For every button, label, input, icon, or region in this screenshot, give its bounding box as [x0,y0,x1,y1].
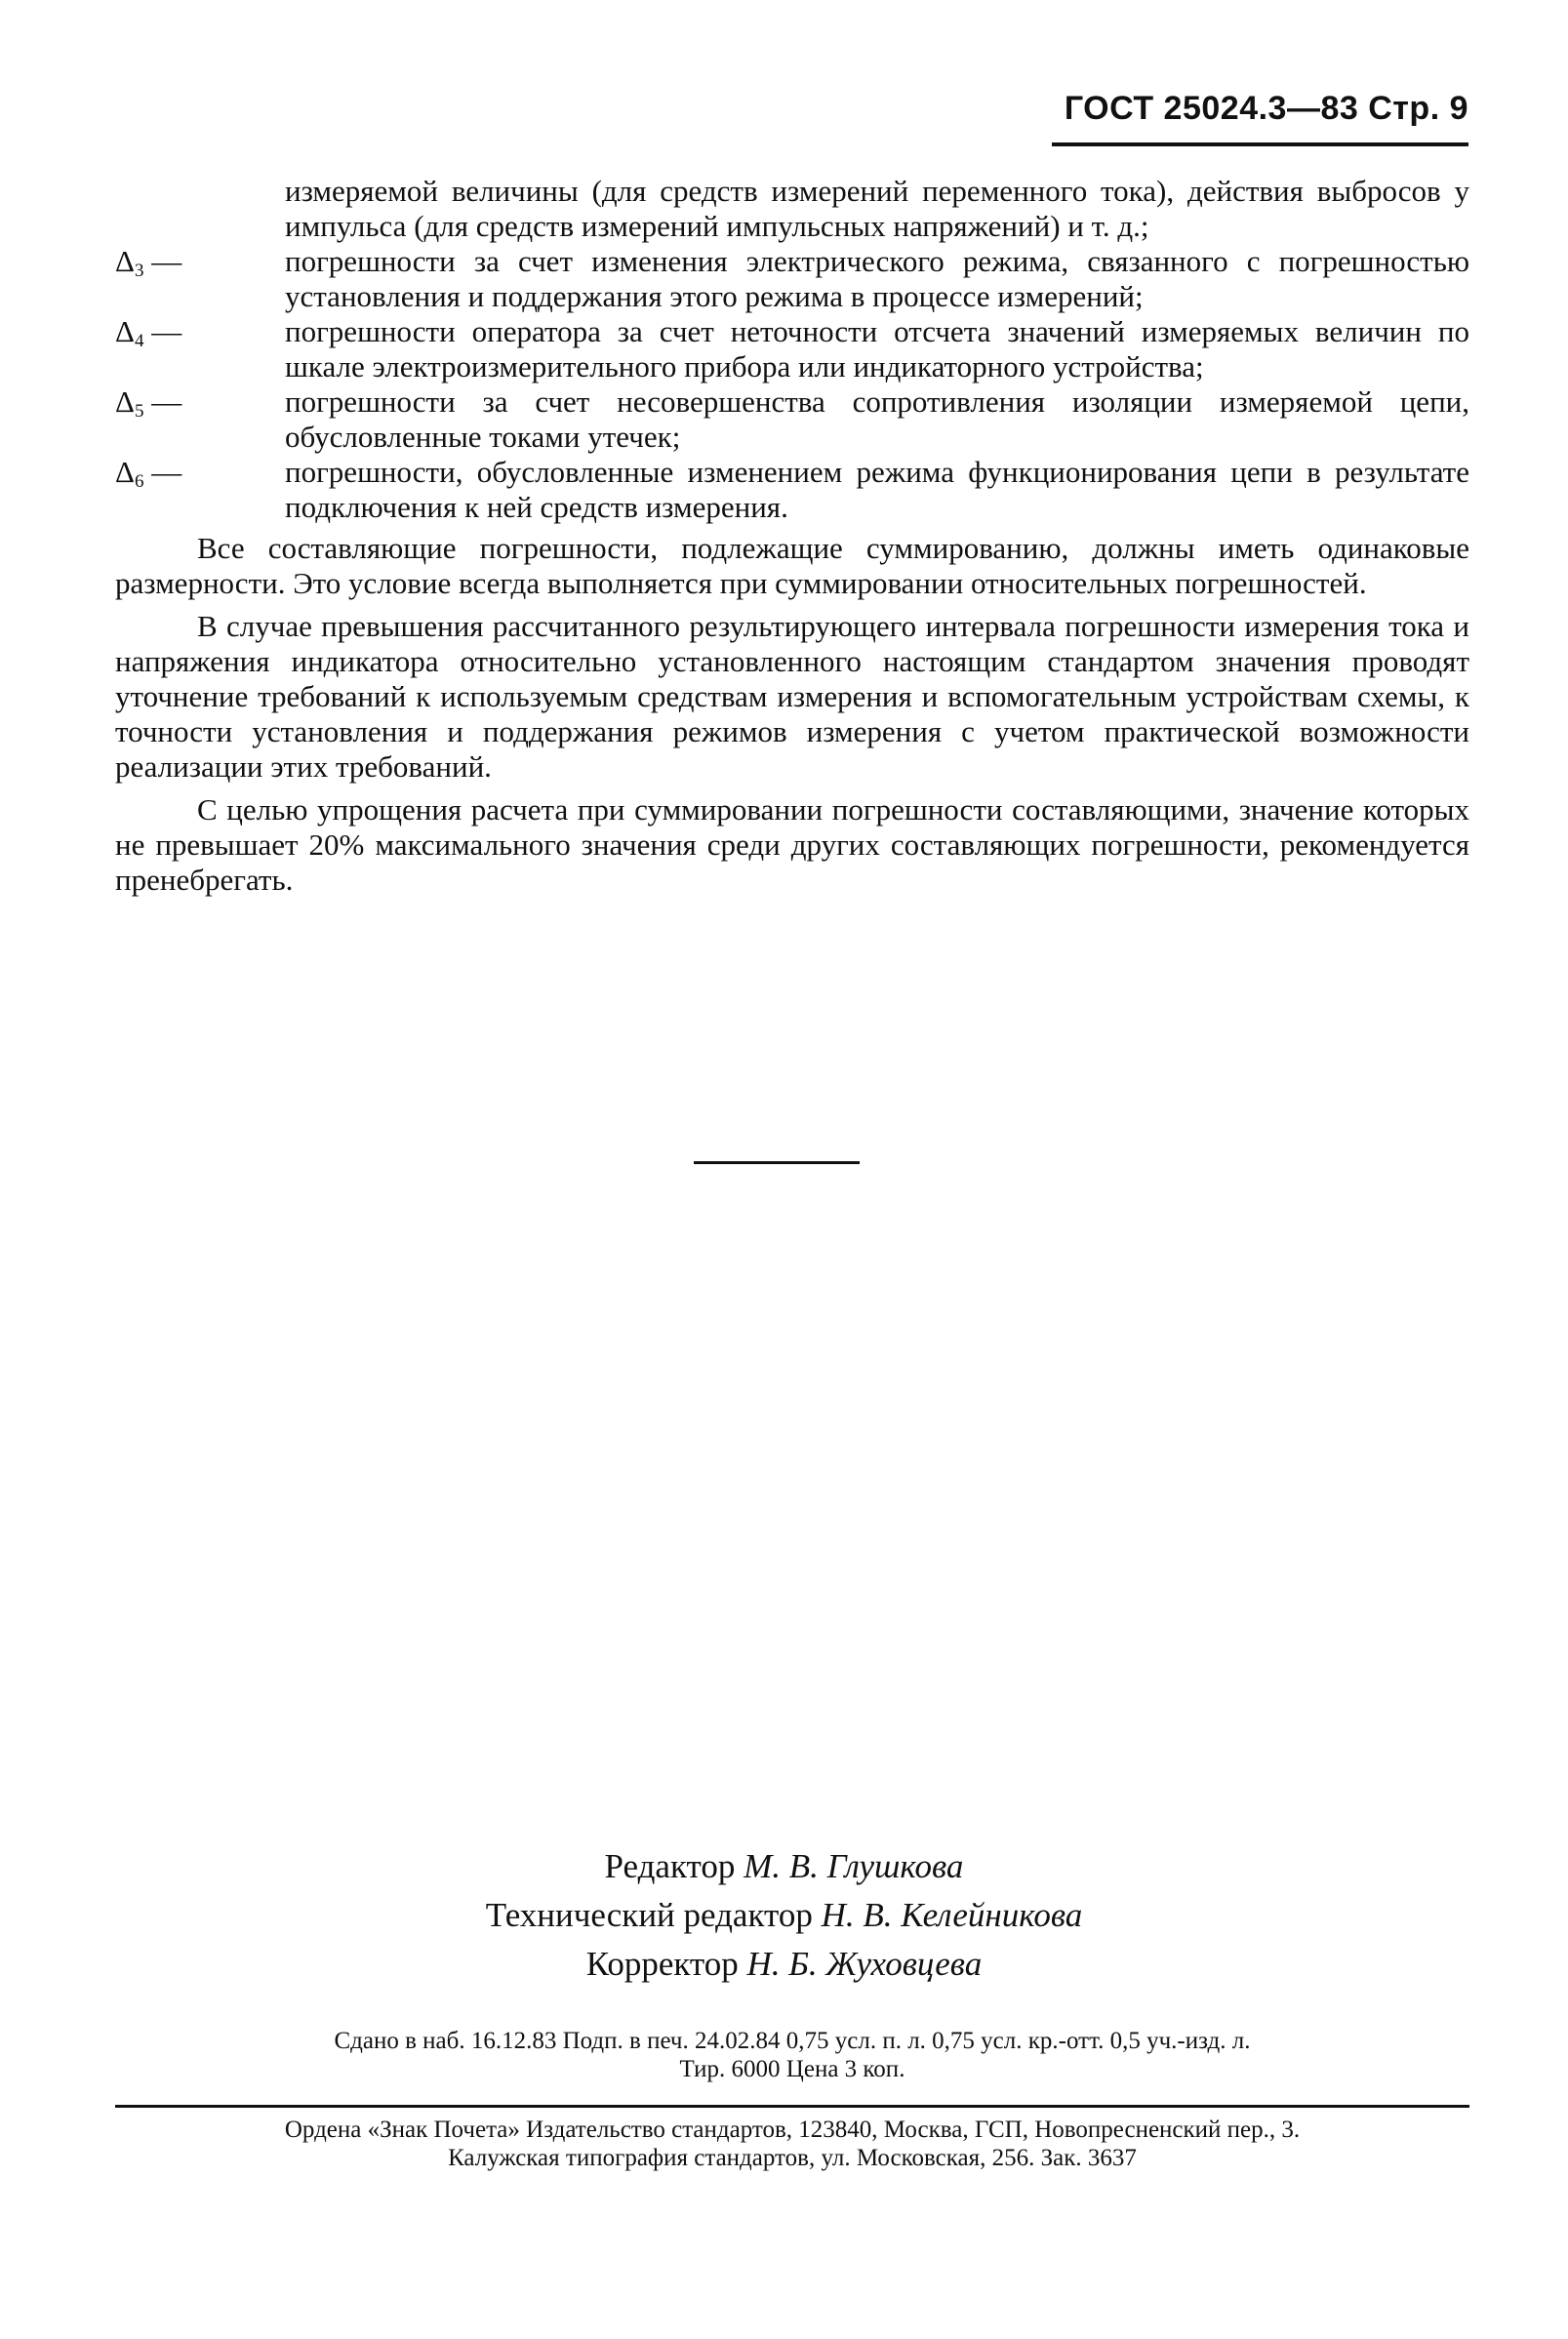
print-imprint [115,2027,1469,2083]
printer-line: Калужская типография стандартов, ул. Московская, 256. Зак. 3637 [448,2145,1137,2171]
definition-list [115,244,1469,525]
definition-symbol: $\Delta_4$ — [115,314,182,351]
definition-symbol: $\Delta_6$ — [115,455,182,492]
header-rule [1052,142,1468,146]
paragraph-exceeding: В случае превышения рассчитанного результирующего интервала погрешности измерения тока и напряжения индикатора относительно установленного настоящим стандартом значения проводят уточнение требований к используемым средствам измерения и вспомогательным устройствам схемы, к точности установления и поддержания режимов измерения с учетом практической возможности реализации этих требований. [115,609,1469,784]
credits-block [0,1842,1568,1989]
paragraph-simplification: С целью упрощения расчета при суммировании погрешности составляющими, значение которых не превышает 20% максимального значения среди других составляющих погрешности, рекомендуется пренебрегать. [115,792,1469,897]
definition-symbol: $\Delta_3$ — [115,244,182,281]
definition-delta-4 [115,314,1469,384]
definition-delta-5 [115,384,1469,455]
section-divider [694,1161,860,1164]
definition-text: погрешности, обусловленные изменением режима функционирования цепи в результате подключения к ней средств измерения. [285,455,1469,524]
definition-text: погрешности оператора за счет неточности отсчета значений измеряемых величин по шкале электроизмерительного прибора или индикаторного устройства; [285,314,1469,383]
definition-symbol: $\Delta_5$ — [115,384,182,422]
definition-text: погрешности за счет несовершенства сопротивления изоляции измеряемой цепи, обусловленные токами утечек; [285,384,1469,454]
tech-editor-line: Технический редактор Н. В. Келейникова [485,1896,1083,1934]
editor-line: Редактор М. В. Глушкова [604,1847,964,1885]
proofreader-line: Корректор Н. Б. Жуховцева [585,1945,983,1983]
paragraph-dimensions: Все составляющие погрешности, подлежащие суммированию, должны иметь одинаковые размерности. Это условие всегда выполняется при суммировании относительных погрешностей. [115,531,1469,600]
page-header: ГОСТ 25024.3—83 Стр. 9 [1064,90,1468,127]
continuation-paragraph: измеряемой величины (для средств измерений переменного тока), действия выбросов у импульса (для средств измерений импульсных напряжений) и т. д.; [285,174,1469,243]
footer-rule [115,2105,1469,2108]
imprint-line: Сдано в наб. 16.12.83 Подп. в печ. 24.02.84 0,75 усл. п. л. 0,75 усл. кр.-отт. 0,5 уч.-изд. л. [334,2028,1251,2054]
main-text [115,174,1469,898]
definition-delta-6 [115,455,1469,525]
publisher-line: Ордена «Знак Почета» Издательство стандартов, 123840, Москва, ГСП, Новопресненский пер., 3. [284,2117,1301,2143]
definition-delta-3 [115,244,1469,314]
publisher-info [115,2116,1469,2172]
definition-text: погрешности за счет изменения электрического режима, связанного с погрешностью установления и поддержания этого режима в процессе измерений; [285,244,1469,313]
imprint-line: Тир. 6000 Цена 3 коп. [679,2056,905,2082]
